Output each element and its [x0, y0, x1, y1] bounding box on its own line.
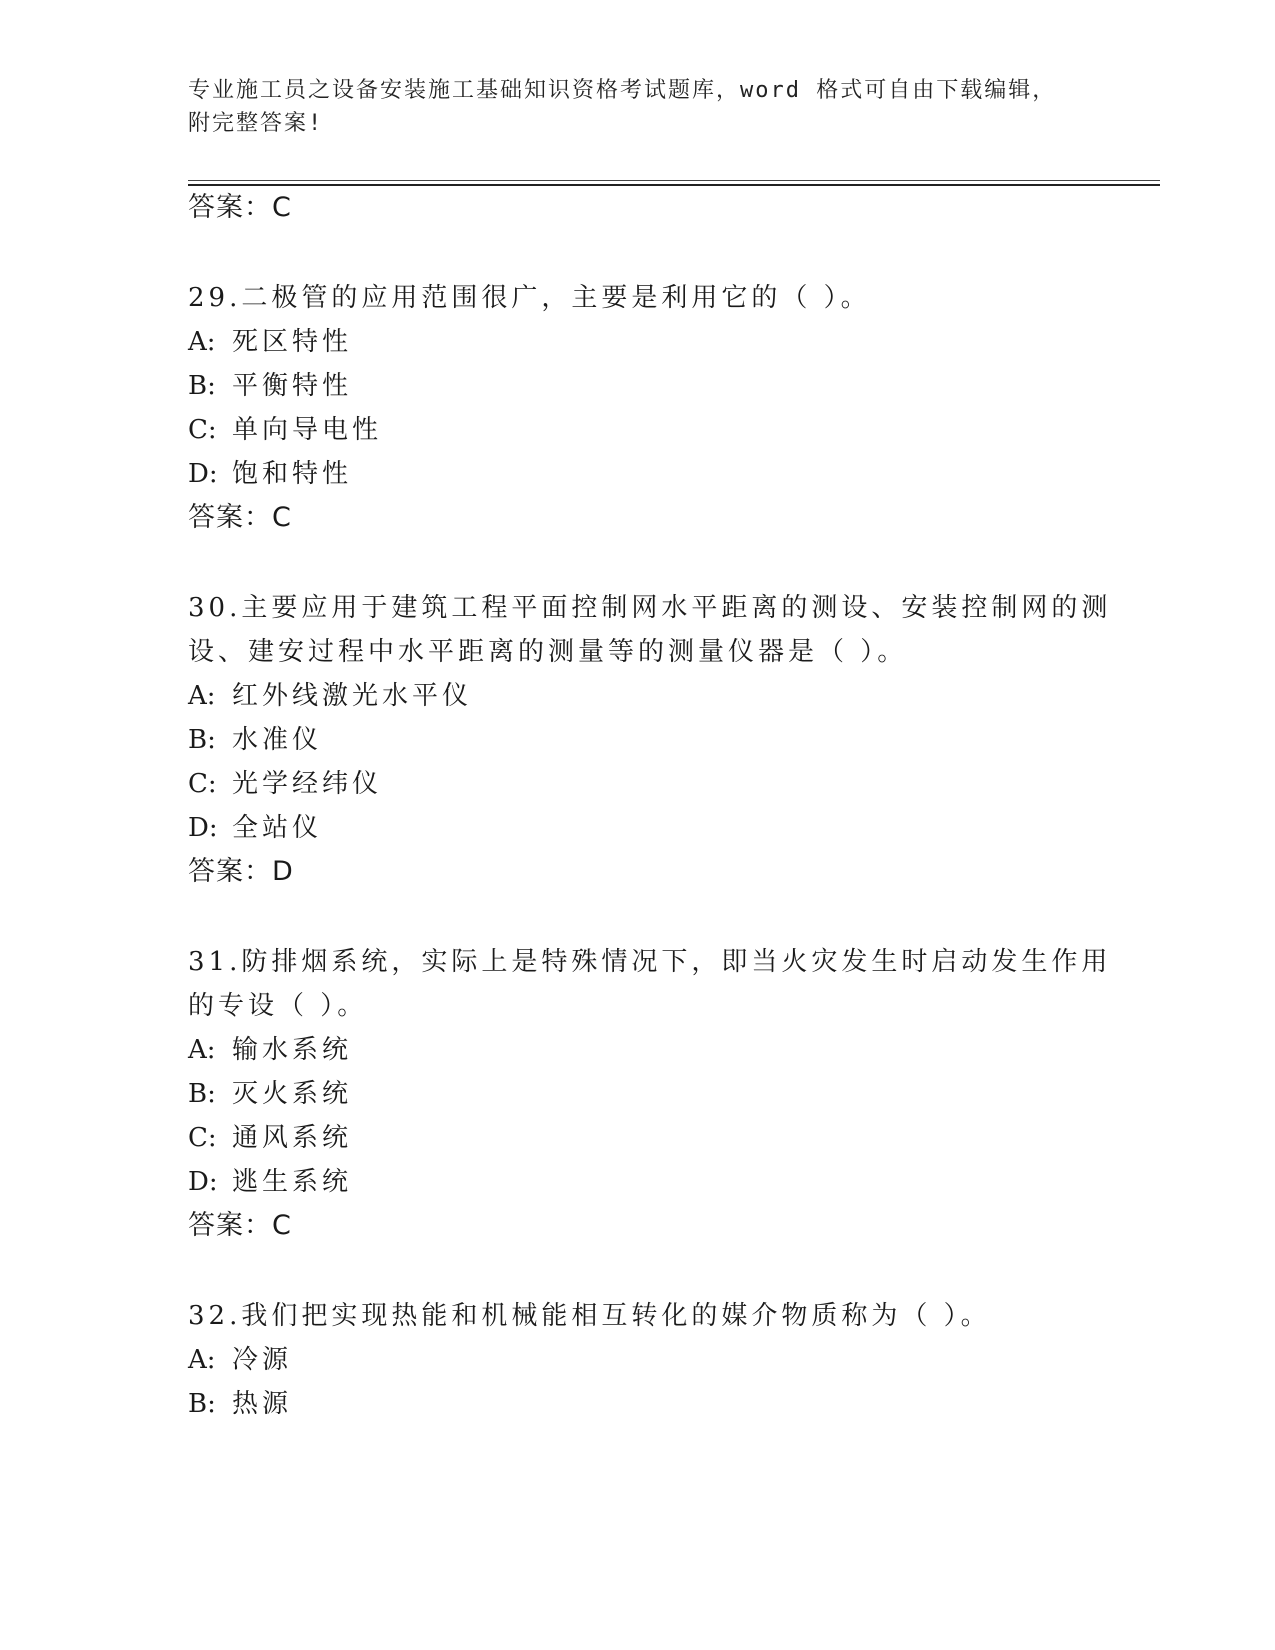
question-29-option-a: [188, 322, 352, 362]
option-label: D:: [188, 1167, 218, 1197]
question-31-stem-line-2: 的专设（ ）。: [188, 991, 368, 1021]
header-line-2: 附完整答案!: [188, 111, 324, 136]
document-header: [188, 74, 1088, 140]
question-31-stem-line-1: 31.防排烟系统，实际上是特殊情况下，即当火灾发生时启动发生作用: [188, 947, 1112, 977]
question-29-option-d: [188, 454, 352, 494]
question-31-option-c: [188, 1118, 352, 1158]
previous-answer: 答案：C: [188, 192, 292, 223]
option-label: D:: [188, 813, 218, 843]
option-text: 光学经纬仪: [232, 769, 383, 799]
question-30-stem-line-1: 30.主要应用于建筑工程平面控制网水平距离的测设、安装控制网的测: [188, 593, 1112, 623]
header-line-1: 专业施工员之设备安装施工基础知识资格考试题库，word 格式可自由下载编辑，: [188, 78, 1057, 103]
option-label: C:: [188, 415, 217, 445]
question-31-option-d: [188, 1162, 352, 1202]
option-label: B:: [188, 725, 216, 755]
option-label: C:: [188, 769, 217, 799]
option-text: 输水系统: [232, 1035, 353, 1065]
option-label: A:: [188, 327, 216, 357]
option-label: B:: [188, 371, 216, 401]
option-label: A:: [188, 681, 216, 711]
question-32-option-a: [188, 1340, 292, 1380]
question-29-option-c: [188, 410, 382, 450]
option-label: A:: [188, 1345, 216, 1375]
option-label: D:: [188, 459, 218, 489]
option-text: 平衡特性: [232, 371, 353, 401]
option-label: B:: [188, 1389, 216, 1419]
option-text: 逃生系统: [232, 1167, 353, 1197]
header-divider-thick: [188, 184, 1160, 186]
option-text: 全站仪: [232, 813, 323, 843]
option-text: 死区特性: [232, 327, 353, 357]
question-32-stem: 32.我们把实现热能和机械能相互转化的媒介物质称为（ ）。: [188, 1301, 991, 1331]
question-30-answer: 答案：D: [188, 856, 294, 887]
option-text: 热源: [232, 1389, 293, 1419]
option-label: B:: [188, 1079, 216, 1109]
question-31-option-b: [188, 1074, 352, 1114]
header-divider-thin: [188, 180, 1160, 181]
question-31-option-a: [188, 1030, 352, 1070]
question-32-option-b: [188, 1384, 292, 1424]
option-text: 通风系统: [232, 1123, 353, 1153]
question-30-option-c: [188, 764, 382, 804]
question-30-stem-line-2: 设、建安过程中水平距离的测量等的测量仪器是（ ）。: [188, 637, 908, 667]
option-text: 水准仪: [232, 725, 323, 755]
question-30-option-a: [188, 676, 472, 716]
option-text: 饱和特性: [232, 459, 353, 489]
question-29-answer: 答案：C: [188, 502, 292, 533]
option-text: 红外线激光水平仪: [232, 681, 473, 711]
option-text: 单向导电性: [232, 415, 383, 445]
question-31-answer: 答案：C: [188, 1210, 292, 1241]
question-29-stem: 29.二极管的应用范围很广，主要是利用它的（ ）。: [188, 283, 871, 313]
question-30-option-d: [188, 808, 322, 848]
question-29-option-b: [188, 366, 352, 406]
option-label: C:: [188, 1123, 217, 1153]
option-label: A:: [188, 1035, 216, 1065]
option-text: 冷源: [232, 1345, 293, 1375]
option-text: 灭火系统: [232, 1079, 353, 1109]
question-30-option-b: [188, 720, 322, 760]
